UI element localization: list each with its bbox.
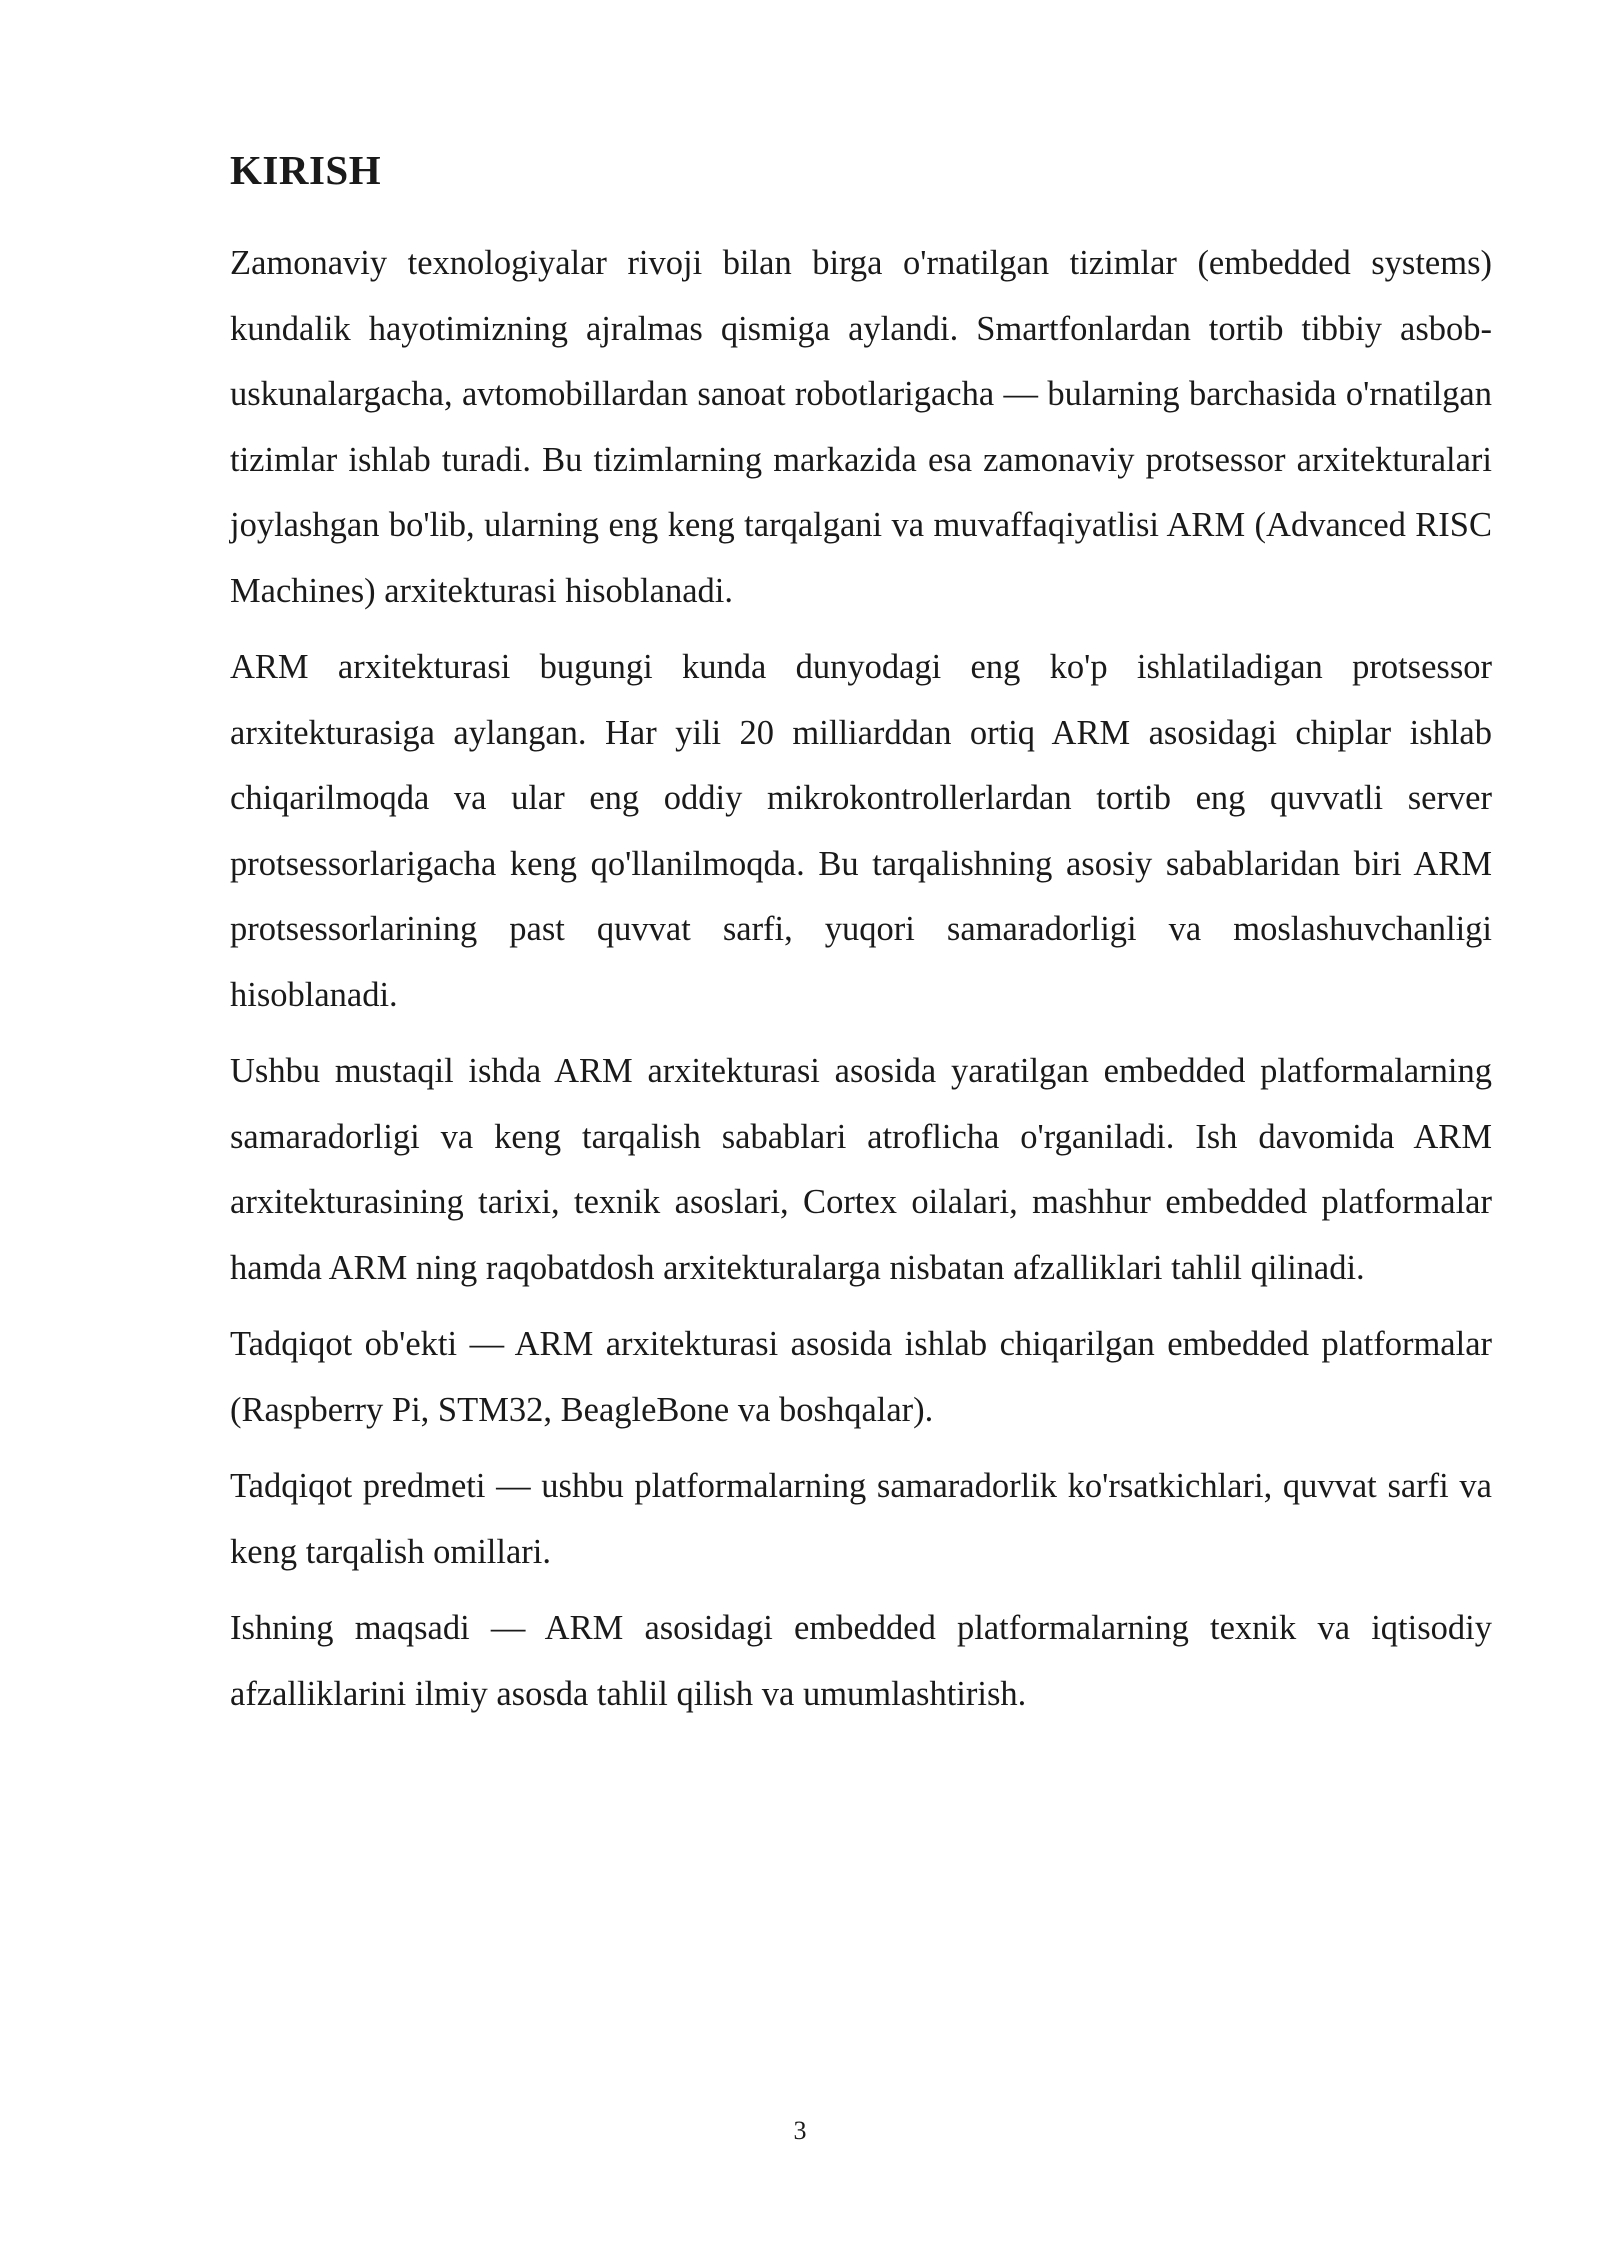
page-number: 3 (793, 2116, 807, 2145)
paragraph-arm-usage: ARM arxitekturasi bugungi kunda dunyodagi eng ko'p ishlatiladigan protsessor arxitekturasiga aylangan. Har yili 20 milliarddan ortiq ARM asosidagi chiplar ishlab chiqarilmoqda va ular eng oddiy mikrokontrollerlardan tortib eng quvvatli server protsessorlarigacha keng qo'llanilmoqda. Bu tarqalishning asosiy sabablaridan biri ARM protsessorlarining past quvvat sarfi, yuqori samaradorligi va moslashuvchanligi hisoblanadi. (230, 648, 1492, 1014)
paragraph-research-object: Tadqiqot ob'ekti — ARM arxitekturasi asosida ishlab chiqarilgan embedded platformalar (Raspberry Pi, STM32, BeagleBone va boshqalar). (230, 1325, 1492, 1429)
paragraph-intro: Zamonaviy texnologiyalar rivoji bilan birga o'rnatilgan tizimlar (embedded systems) kundalik hayotimizning ajralmas qismiga aylandi. Smartfonlardan tortib tibbiy asbob-uskunalargacha, avtomobillardan sanoat robotlarigacha — bularning barchasida o'rnatilgan tizimlar ishlab turadi. Bu tizimlarning markazida esa zamonaviy protsessor arxitekturalari joylashgan bo'lib, ularning eng keng tarqalgani va muvaffaqiyatlisi ARM (Advanced RISC Machines) arxitekturasi hisoblanadi. (230, 244, 1492, 610)
paragraph-work-scope: Ushbu mustaqil ishda ARM arxitekturasi asosida yaratilgan embedded platformalarning samaradorligi va keng tarqalish sabablari atroflicha o'rganiladi. Ish davomida ARM arxitekturasining tarixi, texnik asoslari, Cortex oilalari, mashhur embedded platformalar hamda ARM ning raqobatdosh arxitekturalarga nisbatan afzalliklari tahlil qilinadi. (230, 1052, 1492, 1287)
page-content (230, 147, 1492, 1738)
paragraph-work-goal: Ishning maqsadi — ARM asosidagi embedded platformalarning texnik va iqtisodiy afzalliklarini ilmiy asosda tahlil qilish va umumlashtirish. (230, 1609, 1492, 1713)
paragraph-research-subject: Tadqiqot predmeti — ushbu platformalarning samaradorlik ko'rsatkichlari, quvvat sarfi va keng tarqalish omillari. (230, 1467, 1492, 1571)
section-heading: KIRISH (230, 147, 382, 193)
